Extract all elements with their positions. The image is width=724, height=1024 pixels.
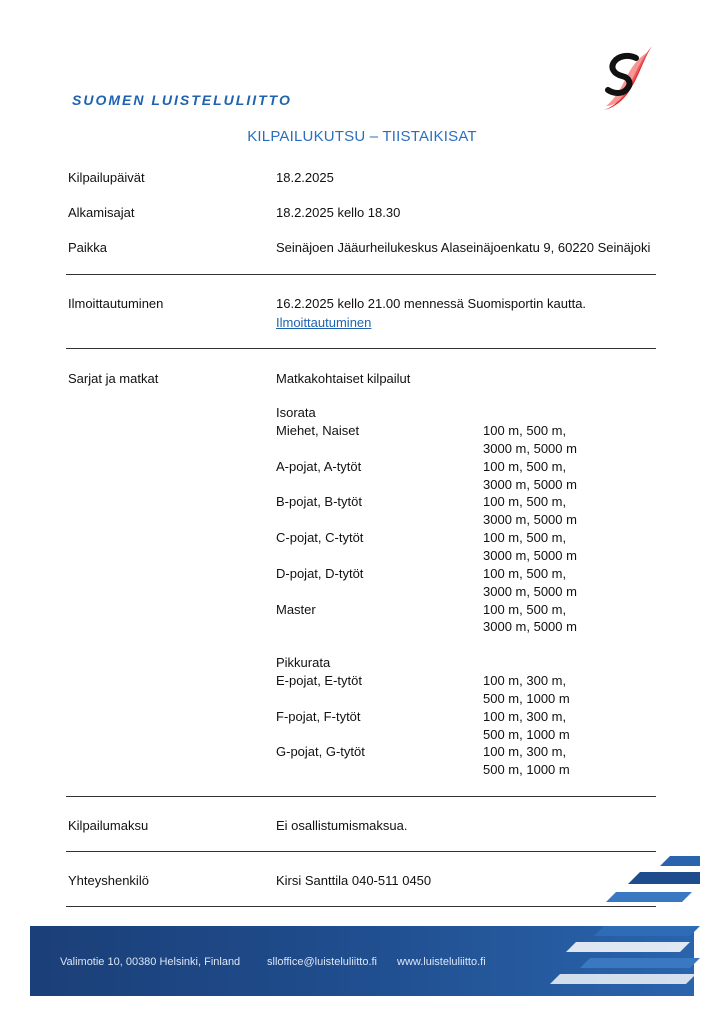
footer-stripes-graphic	[520, 856, 700, 996]
divider	[66, 851, 656, 852]
divider	[66, 796, 656, 797]
pikkurata-title: Pikkurata	[276, 655, 331, 670]
series-group-name: G-pojat, G-tytöt	[276, 744, 365, 760]
series-distances-line1: 100 m, 500 m,	[483, 601, 567, 617]
start-value: 18.2.2025 kello 18.30	[276, 205, 401, 220]
organization-name: SUOMEN LUISTELULIITTO	[72, 92, 292, 108]
series-group-name: F-pojat, F-tytöt	[276, 708, 361, 724]
series-distances-line2: 3000 m, 5000 m	[483, 619, 577, 635]
document-title: KILPAILUKUTSU – TIISTAIKISAT	[247, 128, 477, 145]
registration-link[interactable]: Ilmoittautuminen	[276, 315, 372, 330]
fee-label: Kilpailumaksu	[68, 818, 149, 833]
footer-website[interactable]: www.luisteluliitto.fi	[397, 956, 486, 968]
footer-email[interactable]: slloffice@luisteluliitto.fi	[267, 956, 378, 968]
registration-label: Ilmoittautuminen	[68, 296, 164, 311]
dates-label: Kilpailupäivät	[68, 170, 145, 185]
series-group-name: D-pojat, D-tytöt	[276, 565, 364, 581]
series-distances-line1: 100 m, 500 m,	[483, 565, 567, 581]
series-distances-line1: 100 m, 500 m,	[483, 423, 567, 438]
series-distances-line1: 100 m, 500 m,	[483, 530, 567, 546]
footer-address: Valimotie 10, 00380 Helsinki, Finland	[60, 956, 241, 968]
series-distances-line2: 3000 m, 5000 m	[483, 476, 577, 492]
series-group-name: Master	[276, 601, 316, 617]
series-distances-line2: 3000 m, 5000 m	[483, 440, 577, 456]
series-distances-line1: 100 m, 500 m,	[483, 458, 567, 474]
series-distances-line1: 100 m, 300 m,	[483, 708, 567, 724]
series-label: Sarjat ja matkat	[68, 371, 159, 386]
series-group-name: A-pojat, A-tytöt	[276, 458, 362, 474]
start-label: Alkamisajat	[68, 205, 135, 220]
registration-value: 16.2.2025 kello 21.00 mennessä Suomisportin kautta.	[276, 296, 587, 311]
series-group-name: C-pojat, C-tytöt	[276, 530, 364, 546]
isorata-title: Isorata	[276, 405, 316, 420]
series-distances-line2: 500 m, 1000 m	[483, 762, 570, 778]
series-intro: Matkakohtaiset kilpailut	[276, 371, 411, 386]
series-distances-line2: 3000 m, 5000 m	[483, 512, 577, 528]
dates-value: 18.2.2025	[276, 170, 334, 185]
place-value: Seinäjoen Jääurheilukeskus Alaseinäjoenkatu 9, 60220 Seinäjoki	[276, 240, 651, 255]
federation-logo	[600, 44, 656, 114]
series-group-name: Miehet, Naiset	[276, 423, 360, 438]
series-group-name: E-pojat, E-tytöt	[276, 673, 362, 688]
series-distances-line2: 500 m, 1000 m	[483, 690, 570, 706]
divider	[66, 348, 656, 349]
series-group-name: B-pojat, B-tytöt	[276, 494, 362, 510]
series-distances-line2: 3000 m, 5000 m	[483, 583, 577, 599]
fee-value: Ei osallistumismaksua.	[276, 818, 408, 833]
series-distances-line1: 100 m, 300 m,	[483, 744, 567, 760]
place-label: Paikka	[68, 240, 108, 255]
divider	[66, 274, 656, 275]
contact-label: Yhteyshenkilö	[68, 873, 149, 888]
series-distances-line2: 3000 m, 5000 m	[483, 547, 577, 563]
contact-value: Kirsi Santtila 040-511 0450	[276, 873, 432, 888]
series-distances-line1: 100 m, 300 m,	[483, 673, 567, 688]
series-distances-line2: 500 m, 1000 m	[483, 726, 570, 742]
series-distances-line1: 100 m, 500 m,	[483, 494, 567, 510]
